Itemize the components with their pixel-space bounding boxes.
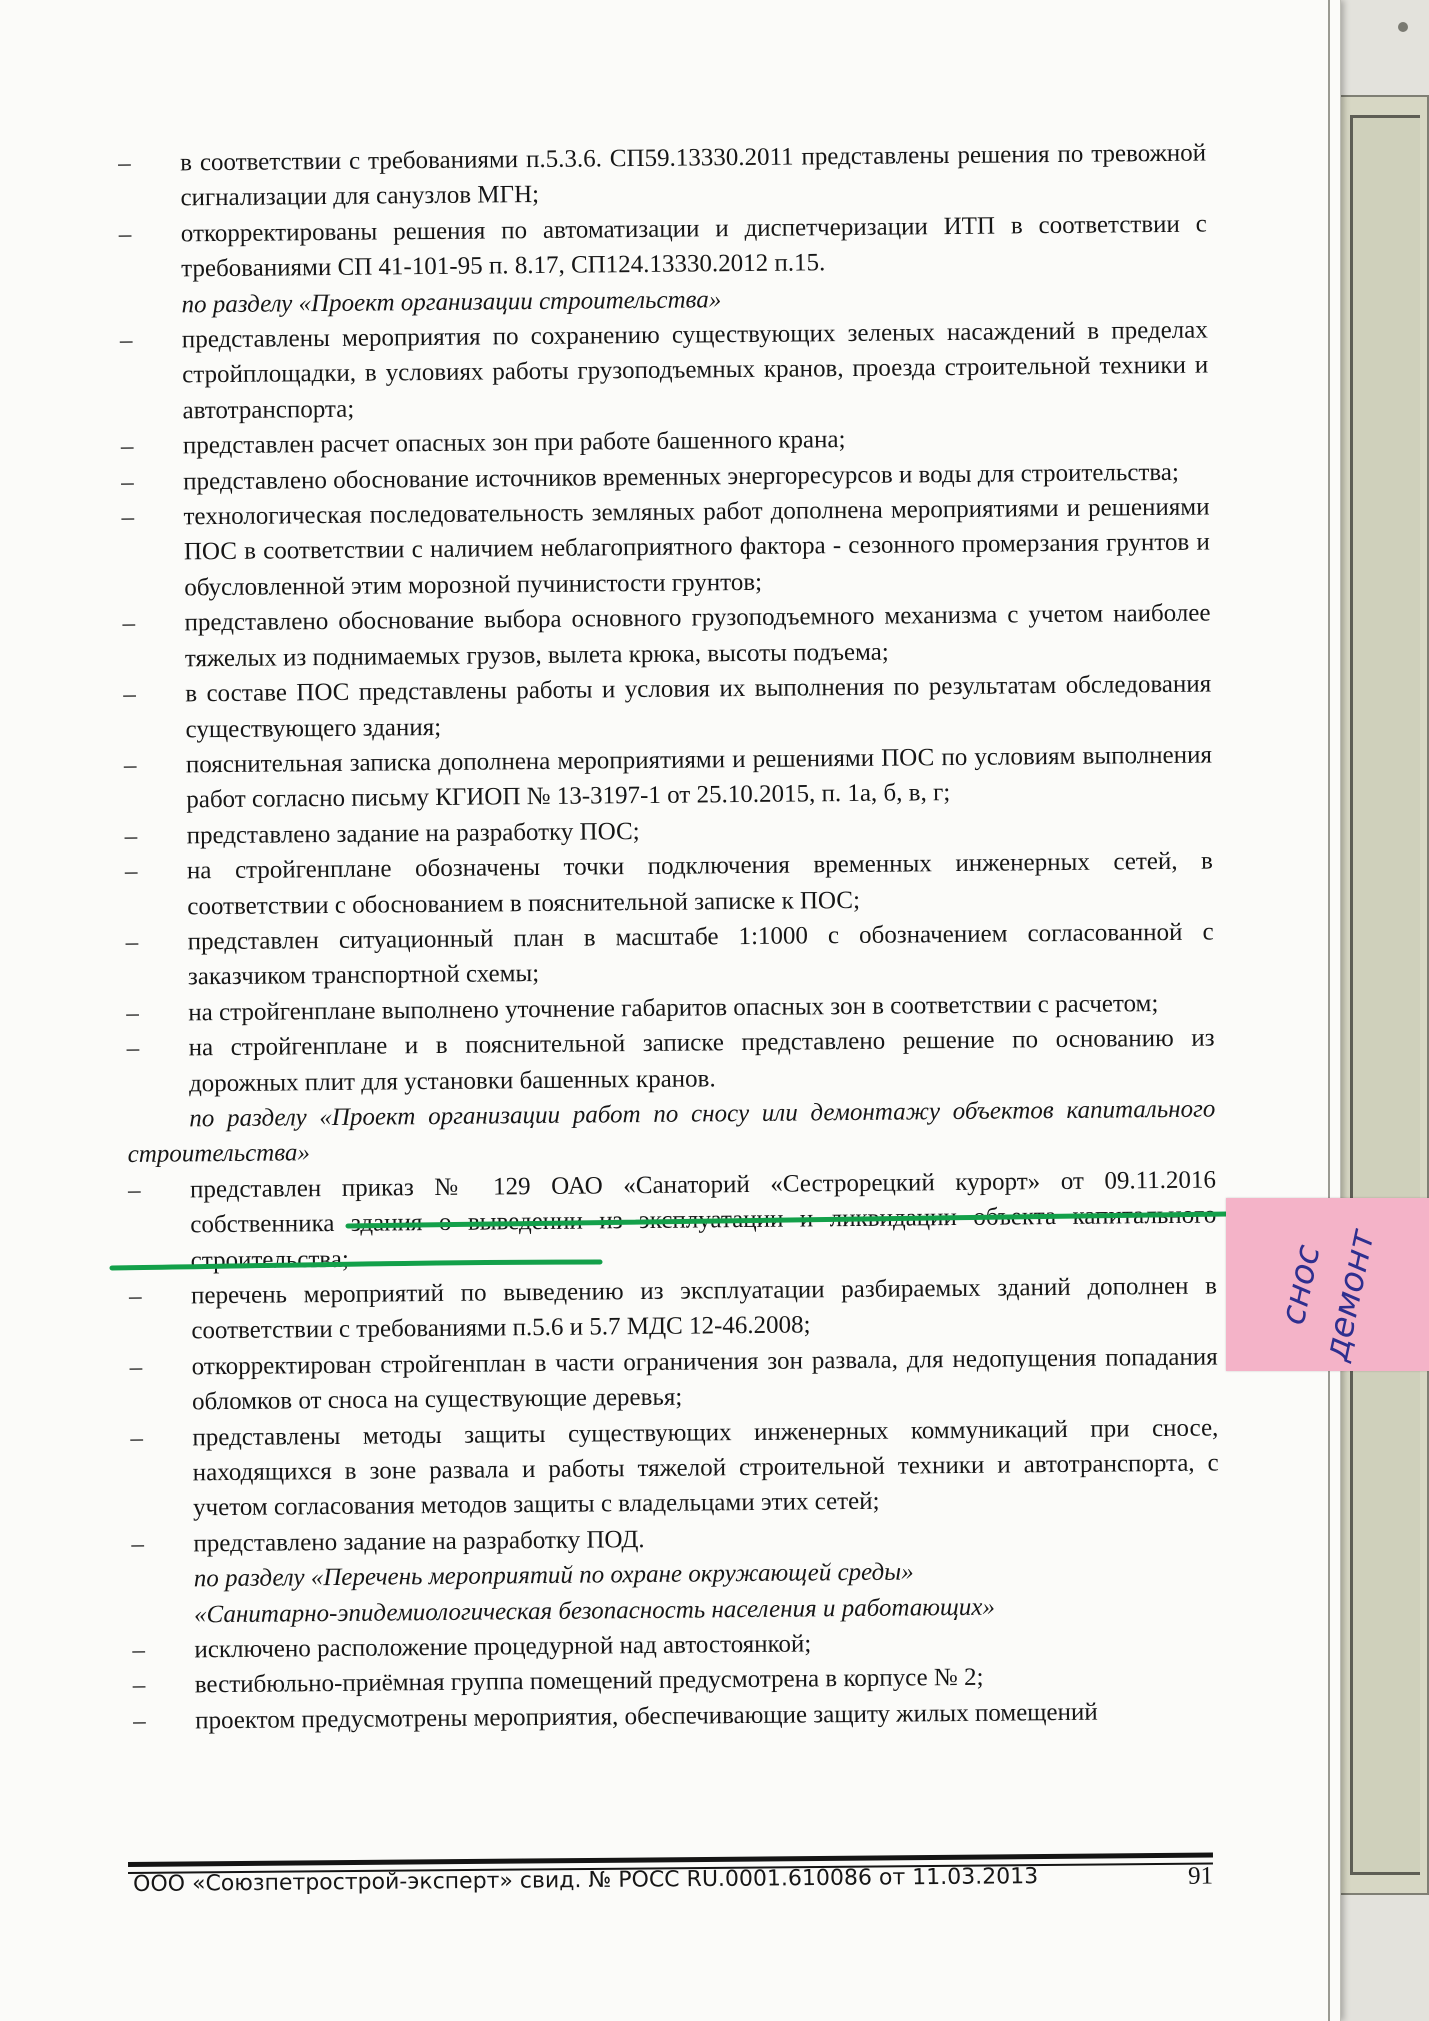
binder-inner-frame (1350, 115, 1420, 1875)
list-item-text: пояснительная записка дополнена мероприятиями и решениями ПОС по условиям выполнения работ согласно письму КГИОП № 13-3197-1 от 25.10.2015, п. 1а, б, в, г; (185, 741, 1213, 814)
footer-organization: ООО «Союзпетрострой-эксперт» свид. № РОСС RU.0001.610086 от 11.03.2013 (133, 1864, 1039, 1897)
list-dash: – (120, 433, 134, 461)
list-item-text: откорректированы решения по автоматизации и диспетчеризации ИТП в соответствии с требованиями СП 41-101-95 п. 8.17, СП124.13330.2012 п.15. (180, 210, 1207, 283)
list-item (118, 136, 1207, 217)
sticky-note-handwriting: снос демонт (1272, 1226, 1383, 1365)
list-dash: – (123, 751, 137, 779)
list-dash: – (124, 822, 138, 850)
list-item-text: в соответствии с требованиями п.5.3.6. СП59.13330.2011 представлены решения по тревожной сигнализации для санузлов МГН; (180, 139, 1207, 212)
list-item-text: представлен приказ № 129 ОАО «Санаторий «Сестрорецкий курорт» от 09.11.2016 собственника здания о выведении из эксплуатации и ликвидации объекта капитального строительства; (189, 1166, 1217, 1274)
document-body (118, 136, 1221, 1740)
list-item (122, 596, 1211, 677)
list-item (128, 1162, 1217, 1279)
list-item (123, 667, 1212, 748)
list-dash: – (121, 503, 135, 532)
list-dash: – (118, 220, 132, 248)
list-dash: – (119, 326, 133, 355)
list-item-text: вестибюльно-приёмная группа помещений предусмотрена в корпусе № 2; (194, 1664, 984, 1699)
list-item (125, 914, 1214, 995)
list-item (120, 313, 1209, 430)
list-item (129, 1269, 1218, 1350)
section-heading: по разделу «Перечень мероприятий по охране окружающей среды» (193, 1558, 914, 1593)
list-item (119, 206, 1208, 287)
list-dash: – (124, 857, 138, 886)
list-dash: – (131, 1530, 145, 1558)
list-item-text: технологическая последовательность земляных работ дополнена мероприятиями и решениями ПОС в соответствии с наличием неблагоприятного фактора - сезонного промерзания грунтов и обусловленной этим морозной пучинистости грунтов; (183, 493, 1210, 602)
list-item-text: проектом предусмотрены мероприятия, обеспечивающие защиту жилых помещений (194, 1698, 1098, 1735)
list-item-text: на стройгенплане и в пояснительной записке представлено решение по основанию из дорожных плит для установки башенных кранов. (188, 1024, 1215, 1097)
list-dash: – (126, 999, 139, 1027)
section-heading: по разделу «Проект организации строительства» (181, 285, 722, 319)
list-item-text: на стройгенплане выполнено уточнение габаритов опасных зон в соответствии с расчетом; (188, 989, 1159, 1027)
list-dash: – (129, 1353, 143, 1381)
list-item-text: представлено задание на разработку ПОД. (193, 1525, 645, 1558)
page-edge (1328, 0, 1330, 2021)
list-item (125, 844, 1214, 925)
list-item-text: перечень мероприятий по выведению из эксплуатации разбираемых зданий дополнен в соответствии с требованиями п.5.6 и 5.7 МДС 12-46.2008; (190, 1272, 1218, 1345)
binder-hole (1398, 22, 1408, 32)
page-number: 91 (1187, 1862, 1214, 1890)
list-dash: – (132, 1707, 146, 1735)
list-item-text: представлены мероприятия по сохранению существующих зеленых насаждений в пределах стройплощадки, в условиях работы грузоподъемных кранов, проезда строительной техники и автотранспорта; (181, 316, 1209, 425)
list-item-text: представлен расчет опасных зон при работе башенного крана; (182, 426, 846, 460)
list-dash: – (122, 610, 136, 638)
list-item-text: на стройгенплане обозначены точки подключения временных инженерных сетей, в соответствии с обоснованием в пояснительной записке к ПОС; (186, 847, 1214, 920)
list-item-text: исключено расположение процедурной над автостоянкой; (194, 1630, 812, 1664)
section-heading: «Санитарно-эпидемиологическая безопасность населения и работающих» (193, 1593, 996, 1628)
section-heading: по разделу «Проект организации работ по сносу или демонтажу объектов капитального строительства» (127, 1095, 1216, 1169)
list-dash: – (130, 1424, 144, 1452)
list-dash: – (132, 1672, 146, 1700)
list-item-text: представлено обоснование источников временных энергоресурсов и воды для строительства; (183, 458, 1179, 496)
list-item (130, 1410, 1219, 1527)
list-item-text: представлено обоснование выбора основного грузоподъемного механизма с учетом наиболее тяжелых из поднимаемых грузов, вылета крюка, высоты подъема; (184, 599, 1211, 673)
list-dash: – (132, 1636, 146, 1664)
list-item (126, 1021, 1215, 1102)
list-item-text: представлено задание на разработку ПОС; (186, 817, 640, 850)
list-item-text: представлены методы защиты существующих инженерных коммуникаций при сносе, находящихся в зоне развала и работы тяжелой строительной техники и автотранспорта, с учетом согласования методов защиты с владельцами этих сетей; (192, 1414, 1219, 1522)
list-item-text: представлен ситуационный план в масштабе 1:1000 с обозначением согласованной с заказчиком транспортной схемы; (187, 918, 1214, 991)
list-item (130, 1339, 1219, 1420)
list-item (124, 737, 1213, 818)
list-dash: – (118, 149, 131, 177)
list-item-text: откорректирован стройгенплан в части ограничения зон развала, для недопущения попадания обломков от сноса на существующие деревья; (191, 1343, 1218, 1416)
list-dash: – (121, 468, 134, 496)
list-dash: – (126, 1034, 140, 1063)
list-item-text: в составе ПОС представлены работы и условия их выполнения по результатам обследования существующего здания; (185, 670, 1212, 743)
list-dash: – (128, 1282, 142, 1310)
list-dash: – (127, 1176, 141, 1204)
list-dash: – (125, 928, 139, 956)
list-item (121, 490, 1210, 607)
list-dash: – (123, 680, 136, 709)
